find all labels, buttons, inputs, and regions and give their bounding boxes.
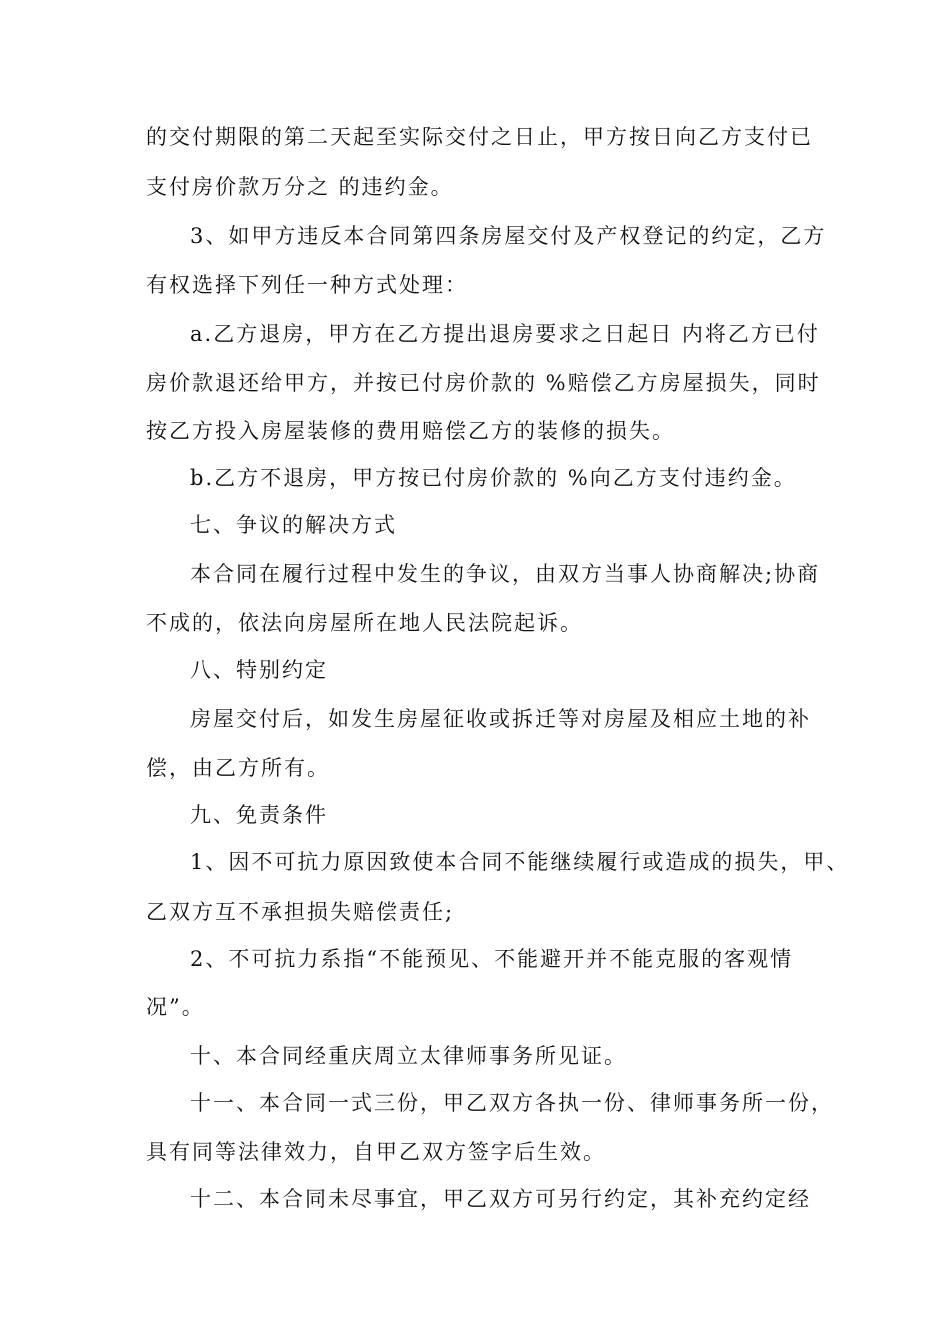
section-heading: 八、特别约定 xyxy=(190,658,328,682)
text-line: 的交付期限的第二天起至实际交付之日止，甲方按日向乙方支付已 xyxy=(146,125,813,149)
text-line: 偿，由乙方所有。 xyxy=(146,756,330,780)
text-line: 2、不可抗力系指“不能预见、不能避开并不能克服的客观情 xyxy=(190,947,794,971)
text-line: b.乙方不退房，甲方按已付房价款的 %向乙方支付违约金。 xyxy=(190,466,797,490)
text-line: 具有同等法律效力，自甲乙双方签字后生效。 xyxy=(146,1140,606,1164)
text-line: a.乙方退房，甲方在乙方提出退房要求之日起日 内将乙方已付 xyxy=(190,322,820,346)
text-line: 有权选择下列任一种方式处理： xyxy=(146,273,468,297)
text-line: 况”。 xyxy=(146,995,205,1019)
text-line: 不成的，依法向房屋所在地人民法院起诉。 xyxy=(146,611,583,635)
text-line: 房屋交付后，如发生房屋征收或拆迁等对房屋及相应土地的补 xyxy=(190,707,811,731)
section-heading: 十、本合同经重庆周立太律师事务所见证。 xyxy=(190,1044,627,1068)
text-line: 1、因不可抗力原因致使本合同不能继续履行或造成的损失，甲、 xyxy=(190,850,850,874)
text-line: 按乙方投入房屋装修的费用赔偿乙方的装修的损失。 xyxy=(146,419,675,443)
text-line: 本合同在履行过程中发生的争议，由双方当事人协商解决;协商 xyxy=(190,562,821,586)
section-heading: 九、免责条件 xyxy=(190,803,328,827)
text-line: 房价款退还给甲方，并按已付房价款的 %赔偿乙方房屋损失，同时 xyxy=(146,371,821,395)
text-line: 乙双方互不承担损失赔偿责任; xyxy=(146,900,455,924)
text-line: 十一、本合同一式三份，甲乙双方各执一份、律师事务所一份， xyxy=(190,1091,834,1115)
text-line: 十二、本合同未尽事宜，甲乙双方可另行约定，其补充约定经 xyxy=(190,1187,811,1211)
text-line: 支付房价款万分之 的违约金。 xyxy=(146,175,454,199)
section-heading: 七、争议的解决方式 xyxy=(190,513,397,537)
text-line: 3、如甲方违反本合同第四条房屋交付及产权登记的约定，乙方 xyxy=(190,224,827,248)
